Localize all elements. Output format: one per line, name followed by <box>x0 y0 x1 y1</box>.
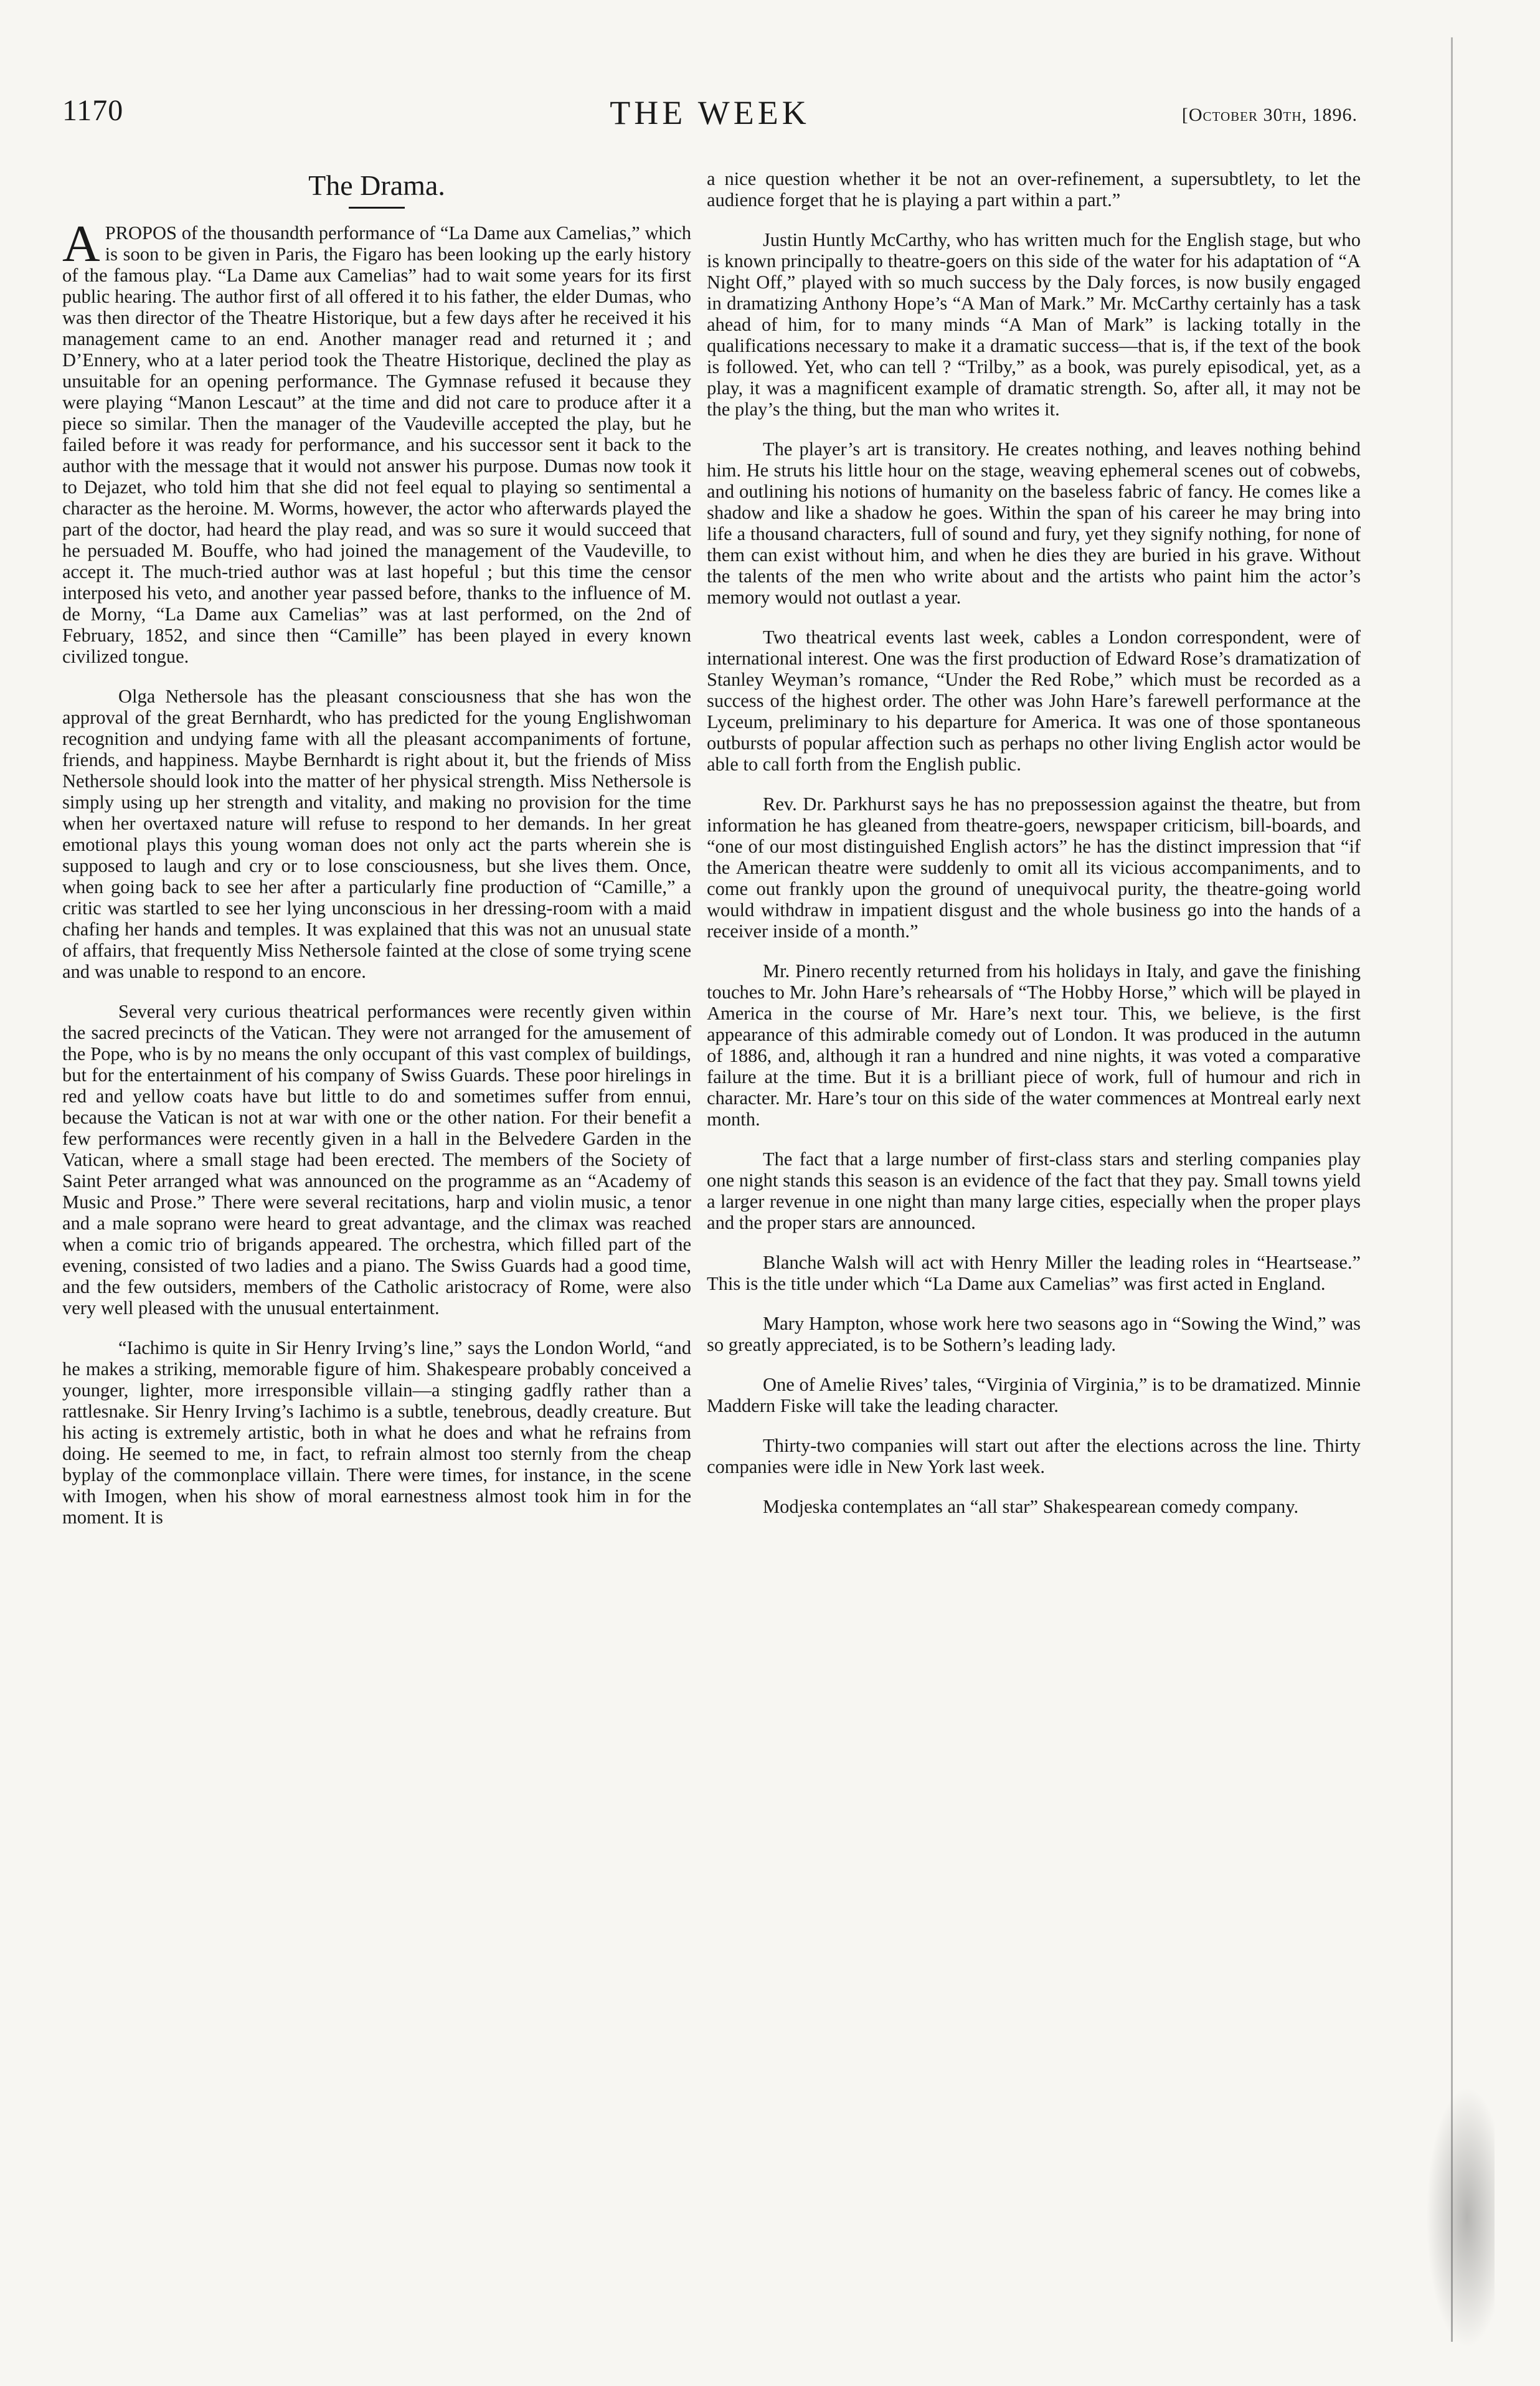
drop-cap: A <box>62 215 100 273</box>
article-paragraph: Modjeska contemplates an “all star” Shakespearean comedy company. <box>763 1496 1299 1517</box>
section-title: The Drama. <box>308 169 445 201</box>
article-paragraph: Justin Huntly McCarthy, who has written much for the English stage, but who is known principally to theatre-goers on this side of the water for his adaptation of “A Night Off,” played with so much success by the Daly forces, is now busily engaged in dramatizing Anthony Hope’s “A Man of Mark.” Mr. McCarthy certainly has a task ahead of him, for to many minds “A Man of Mark” is lacking totally in the qualifications necessary to make it a dramatic success—that is, if the text of the book is followed. Yet, who can tell ? “Trilby,” as a book, was purely episodical, yet, as a play, it was a magnificent example of dramatic strength. So, after all, it may not be the play’s the thing, but the man who writes it. <box>707 229 1361 420</box>
article-paragraph: The player’s art is transitory. He creates nothing, and leaves nothing behind him. He struts his little hour on the stage, weaving ephemeral scenes out of cobwebs, and outlining his notions of humanity on the baseless fabric of fancy. He comes like a shadow and like a shadow he goes. Within the span of his career he may bring into life a thousand characters, full of sound and fury, yet they signify nothing, for none of them can exist without him, and when he dies they are buried in his grave. Without the talents of the men who write about and the artists who paint him the actor’s memory would not outlast a year. <box>707 438 1361 608</box>
article-paragraph: Olga Nethersole has the pleasant consciousness that she has won the approval of the great Bernhardt, who has predicted for the young Englishwoman recognition and undying fame with all the pleasant accompaniments of fortune, friends, and happiness. Maybe Bernhardt is right about it, but the friends of Miss Nethersole should look into the matter of her physical strength. Miss Nethersole is simply using up her strength and vitality, and making no provision for the time when her overtaxed nature will refuse to respond to her demands. In her great emotional plays this young woman does not only act the parts wherein she is supposed to laugh and cry or to lose consciousness, but she lives them. Once, when going back to see her after a particularly fine production of “Camille,” a critic was startled to see her lying unconscious in her dressing-room with a maid chafing her hands and temples. It was explained that this was not an unusual state of affairs, that frequently Miss Nethersole fainted at the close of some trying scene and was unable to respond to an encore. <box>62 686 691 982</box>
article-paragraph: Thirty-two companies will start out after the elections across the line. Thirty companies were idle in New York last week. <box>707 1435 1361 1477</box>
left-column <box>62 168 691 1546</box>
article-paragraph: Mr. Pinero recently returned from his holidays in Italy, and gave the finishing touches to Mr. John Hare’s rehearsals of “The Hobby Horse,” which will be played in America in the course of Mr. Hare’s next tour. This, we believe, is the first appearance of this admirable comedy out of London. It was produced in the autumn of 1886, and, although it ran a hundred and nine nights, it was voted a comparative failure at the time. But it is a brilliant piece of work, full of humour and rich in character. Mr. Hare’s tour on this side of the water commences at Montreal early next month. <box>707 960 1361 1130</box>
publication-title: THE WEEK <box>610 94 810 131</box>
article-paragraph: Mary Hampton, whose work here two seasons ago in “Sowing the Wind,” was so greatly appreciated, is to be Sothern’s leading lady. <box>707 1313 1361 1355</box>
right-column <box>707 168 1361 1536</box>
article-paragraph: a nice question whether it be not an over-refinement, a supersubtlety, to let the audience forget that he is playing a part within a part.” <box>707 168 1361 211</box>
article-paragraph: Several very curious theatrical performances were recently given within the sacred precincts of the Vatican. They were not arranged for the amusement of the Pope, who is by no means the only occupant of this vast complex of buildings, but for the entertainment of his company of Swiss Guards. These poor hirelings in red and yellow coats have but little to do and sometimes suffer from ennui, because the Vatican is not at war with one or the other nation. For their benefit a few performances were recently given in a hall in the Belvedere Garden in the Vatican, where a small stage had been erected. The members of the Society of Saint Peter arranged what was announced on the programme as an “Academy of Music and Prose.” There were several recitations, harp and violin music, a tenor and a male soprano were heard to great advantage, and the climax was reached when a comic trio of brigands appeared. The orchestra, which filled part of the evening, consisted of two ladies and a piano. The Swiss Guards had a good time, and the few outsiders, members of the Catholic aristocracy of Rome, were also very well pleased with the unusual entertainment. <box>62 1001 691 1318</box>
article-paragraph: “Iachimo is quite in Sir Henry Irving’s line,” says the London World, “and he makes a striking, memorable figure of him. Shakespeare probably conceived a younger, lighter, more irresponsible villain—a stinging gadfly rather than a rattlesnake. Sir Henry Irving’s Iachimo is a subtle, tenebrous, deadly creature. But his acting is extremely artistic, both in what he does and what he refrains from doing. He seemed to me, in fact, to refrain almost too sternly from the cheap byplay of the commonplace villain. There were times, for instance, in the scene with Imogen, when his show of moral earnestness almost took him in for the moment. It is <box>62 1337 691 1528</box>
page-edge-shadow <box>1451 37 1453 2342</box>
article-paragraph: The fact that a large number of first-class stars and sterling companies play one night stands this season is an evidence of the fact that they pay. Small towns yield a larger revenue in one night than many large cities, especially when the proper plays and the proper stars are announced. <box>707 1148 1361 1233</box>
article-paragraph: Two theatrical events last week, cables a London correspondent, were of international interest. One was the first production of Edward Rose’s dramatization of Stanley Weyman’s romance, “Under the Red Robe,” which must be recorded as a success of the highest order. The other was John Hare’s farewell performance at the Lyceum, preliminary to his departure for America. It was one of those spontaneous outbursts of popular affection such as perhaps no other living English actor would be able to call forth from the English public. <box>707 627 1361 775</box>
scan-smudge <box>1426 2086 1495 2348</box>
issue-date: [October 30th, 1896. <box>1181 105 1358 125</box>
article-paragraph: Rev. Dr. Parkhurst says he has no prepossession against the theatre, but from information he has gleaned from theatre-goers, newspaper criticism, bill-boards, and “one of our most distinguished English actors” he has the distinct impression that “if the American theatre were suddenly to omit all its vicious accompaniments, and to come out frankly upon the ground of unequivocal purity, the theatre-going world would withdraw in impatient disgust and the whole business go into the hands of a receiver inside of a month.” <box>707 793 1361 942</box>
article-paragraph: Blanche Walsh will act with Henry Miller the leading roles in “Heartsease.” This is the title under which “La Dame aux Camelias” was first acted in England. <box>707 1252 1361 1294</box>
title-rule <box>349 207 405 209</box>
article-paragraph: APROPOS of the thousandth performance of “La Dame aux Camelias,” which is soon to be given in Paris, the Figaro has been looking up the early history of the famous play. “La Dame aux Camelias” had to wait some years for its first public hearing. The author first of all offered it to his father, the elder Dumas, who was then director of the Theatre Historique, but a few days after he received it his management came to an end. Another manager read and returned it ; and D’Ennery, who at a later period took the Theatre Historique, declined the play as unsuitable for an opening performance. The Gymnase refused it because they were playing “Manon Lescaut” at the time and did not care to produce after it a piece so similar. Then the manager of the Vaudeville accepted the play, but he failed before it was ready for performance, and his successor sent it back to the author with the message that it would not answer his purpose. Dumas now took it to Dejazet, who told him that she did not feel equal to playing so sentimental a character as the heroine. M. Worms, however, the actor who afterwards played the part of the doctor, had heard the play read, and was so sure it would succeed that he persuaded M. Bouffe, who had joined the management of the Vaudeville, to accept it. The much-tried author was at last hopeful ; but this time the censor interposed his veto, and another year passed before, thanks to the influence of M. de Morny, “La Dame aux Camelias” was at last performed, on the 2nd of February, 1852, and since then “Camille” has been played in every known civilized tongue. <box>62 215 691 667</box>
running-head <box>62 93 1358 137</box>
page-number: 1170 <box>62 94 124 127</box>
article-paragraph: One of Amelie Rives’ tales, “Virginia of Virginia,” is to be dramatized. Minnie Maddern Fiske will take the leading character. <box>707 1374 1361 1416</box>
